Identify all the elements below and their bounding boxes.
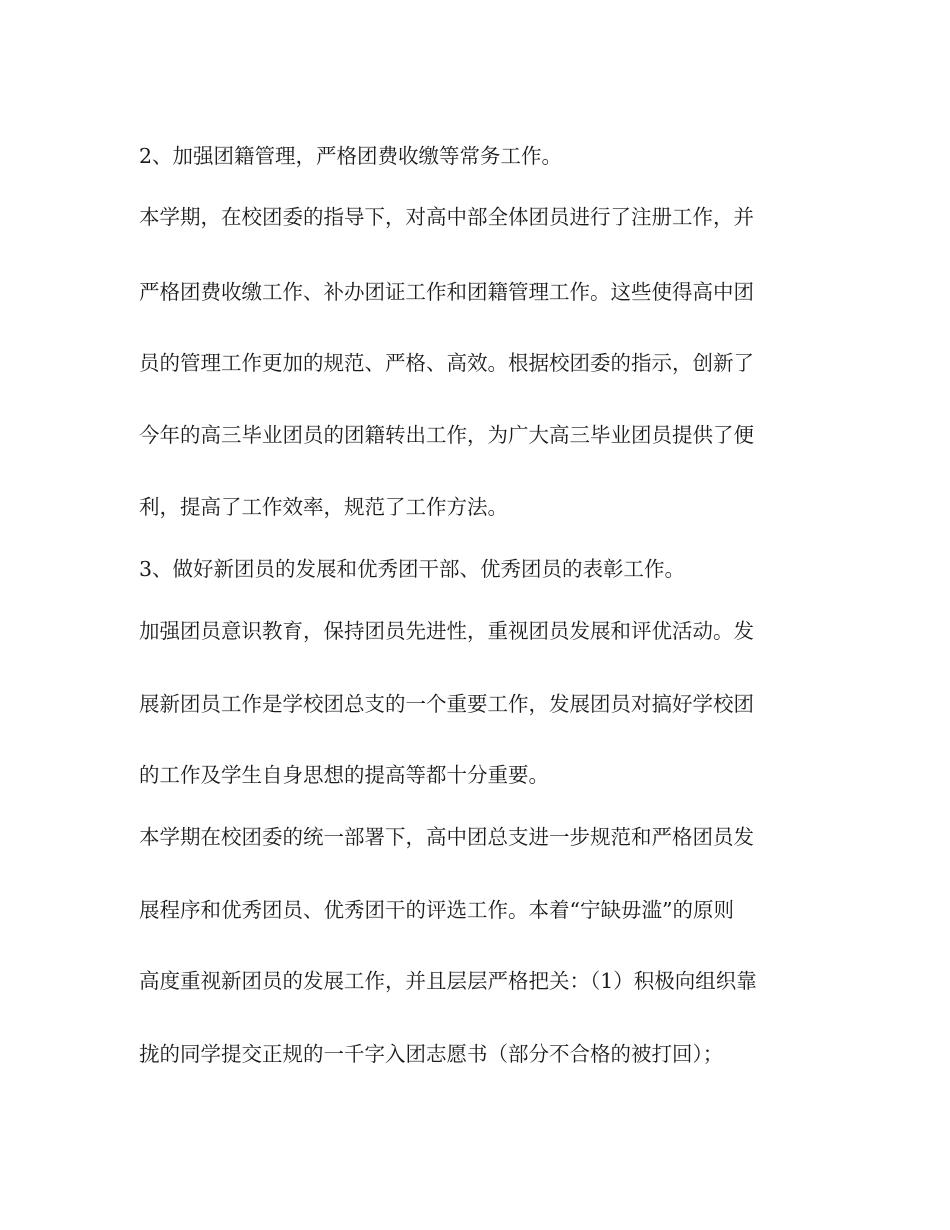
paragraph-line: 展程序和优秀团员、优秀团干的评选工作。本着“宁缺毋滥”的原则 bbox=[139, 898, 734, 922]
paragraph-line: 今年的高三毕业团员的团籍转出工作，为广大高三毕业团员提供了便 bbox=[139, 423, 754, 447]
paragraph-line: 本学期在校团委的统一部署下，高中团总支进一步规范和严格团员发 bbox=[139, 825, 754, 849]
section-heading-3: 3、做好新团员的发展和优秀团干部、优秀团员的表彰工作。 bbox=[139, 557, 686, 581]
paragraph-line: 高度重视新团员的发展工作，并且层层严格把关：（1）积极向组织靠 bbox=[139, 969, 757, 993]
paragraph-line: 加强团员意识教育，保持团员先进性，重视团员发展和评优活动。发 bbox=[139, 619, 754, 643]
paragraph-line: 本学期，在校团委的指导下，对高中部全体团员进行了注册工作，并 bbox=[139, 205, 754, 229]
paragraph-line: 的工作及学生自身思想的提高等都十分重要。 bbox=[139, 763, 549, 787]
paragraph-line: 员的管理工作更加的规范、严格、高效。根据校团委的指示，创新了 bbox=[139, 351, 754, 375]
paragraph-line: 利，提高了工作效率，规范了工作方法。 bbox=[139, 495, 508, 519]
paragraph-line: 展新团员工作是学校团总支的一个重要工作，发展团员对搞好学校团 bbox=[139, 692, 754, 716]
section-heading-2: 2、加强团籍管理，严格团费收缴等常务工作。 bbox=[139, 144, 563, 168]
paragraph-line: 严格团费收缴工作、补办团证工作和团籍管理工作。这些使得高中团 bbox=[139, 280, 754, 304]
paragraph-line: 拢的同学提交正规的一千字入团志愿书（部分不合格的被打回）； bbox=[139, 1042, 724, 1066]
